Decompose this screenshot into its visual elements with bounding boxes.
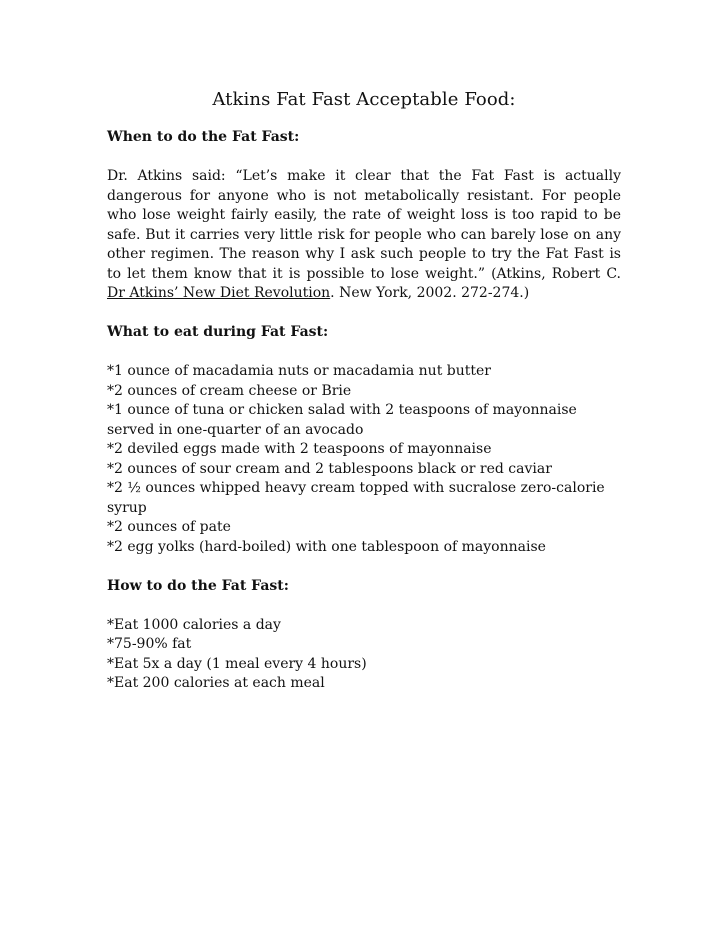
list-item: *75-90% fat bbox=[107, 636, 192, 652]
paragraph-when bbox=[107, 167, 621, 304]
section-heading-when: When to do the Fat Fast: bbox=[107, 129, 300, 145]
food-list bbox=[107, 362, 621, 557]
paragraph-body: Dr. Atkins said: “Let’s make it clear that the Fat Fast is actually dangerous for anyone who is not metabolically resistant. For people who lose weight fairly easily, the rate of weight loss is too rapid to be safe. But it carries very little risk for people who can barely lose on any other regimen. The reason why I ask such people to try the Fat Fast is to let them know that it is possible to lose weight.” (Atkins, Robert C. bbox=[107, 168, 621, 282]
list-item: *2 ounces of sour cream and 2 tablespoons black or red caviar bbox=[107, 460, 552, 477]
spacer bbox=[107, 304, 621, 324]
spacer bbox=[107, 557, 621, 577]
document-title: Atkins Fat Fast Acceptable Food: bbox=[212, 89, 516, 110]
citation-book-title: Dr Atkins’ New Diet Revolution bbox=[107, 285, 331, 301]
section-heading-what: What to eat during Fat Fast: bbox=[107, 324, 329, 340]
spacer bbox=[107, 596, 621, 616]
spacer bbox=[107, 148, 621, 168]
rules-list bbox=[107, 616, 621, 694]
list-item: *Eat 1000 calories a day bbox=[107, 616, 281, 633]
list-item: *1 ounce of tuna or chicken salad with 2 teaspoons of mayonnaise served in one-quarter of an avocado bbox=[107, 402, 577, 438]
list-item: *1 ounce of macadamia nuts or macadamia nut butter bbox=[107, 363, 491, 379]
spacer bbox=[107, 343, 621, 363]
list-item: *Eat 200 calories at each meal bbox=[107, 675, 325, 691]
list-item: *2 ½ ounces whipped heavy cream topped with sucralose zero-calorie syrup bbox=[107, 480, 605, 516]
document-body bbox=[107, 88, 621, 694]
list-item: *2 deviled eggs made with 2 teaspoons of mayonnaise bbox=[107, 441, 492, 457]
list-item: *Eat 5x a day (1 meal every 4 hours) bbox=[107, 655, 367, 672]
list-item: *2 ounces of pate bbox=[107, 519, 231, 535]
section-heading-how: How to do the Fat Fast: bbox=[107, 577, 289, 594]
citation-tail: . New York, 2002. 272-274.) bbox=[330, 285, 530, 301]
list-item: *2 ounces of cream cheese or Brie bbox=[107, 382, 352, 399]
list-item: *2 egg yolks (hard-boiled) with one tablespoon of mayonnaise bbox=[107, 538, 546, 555]
